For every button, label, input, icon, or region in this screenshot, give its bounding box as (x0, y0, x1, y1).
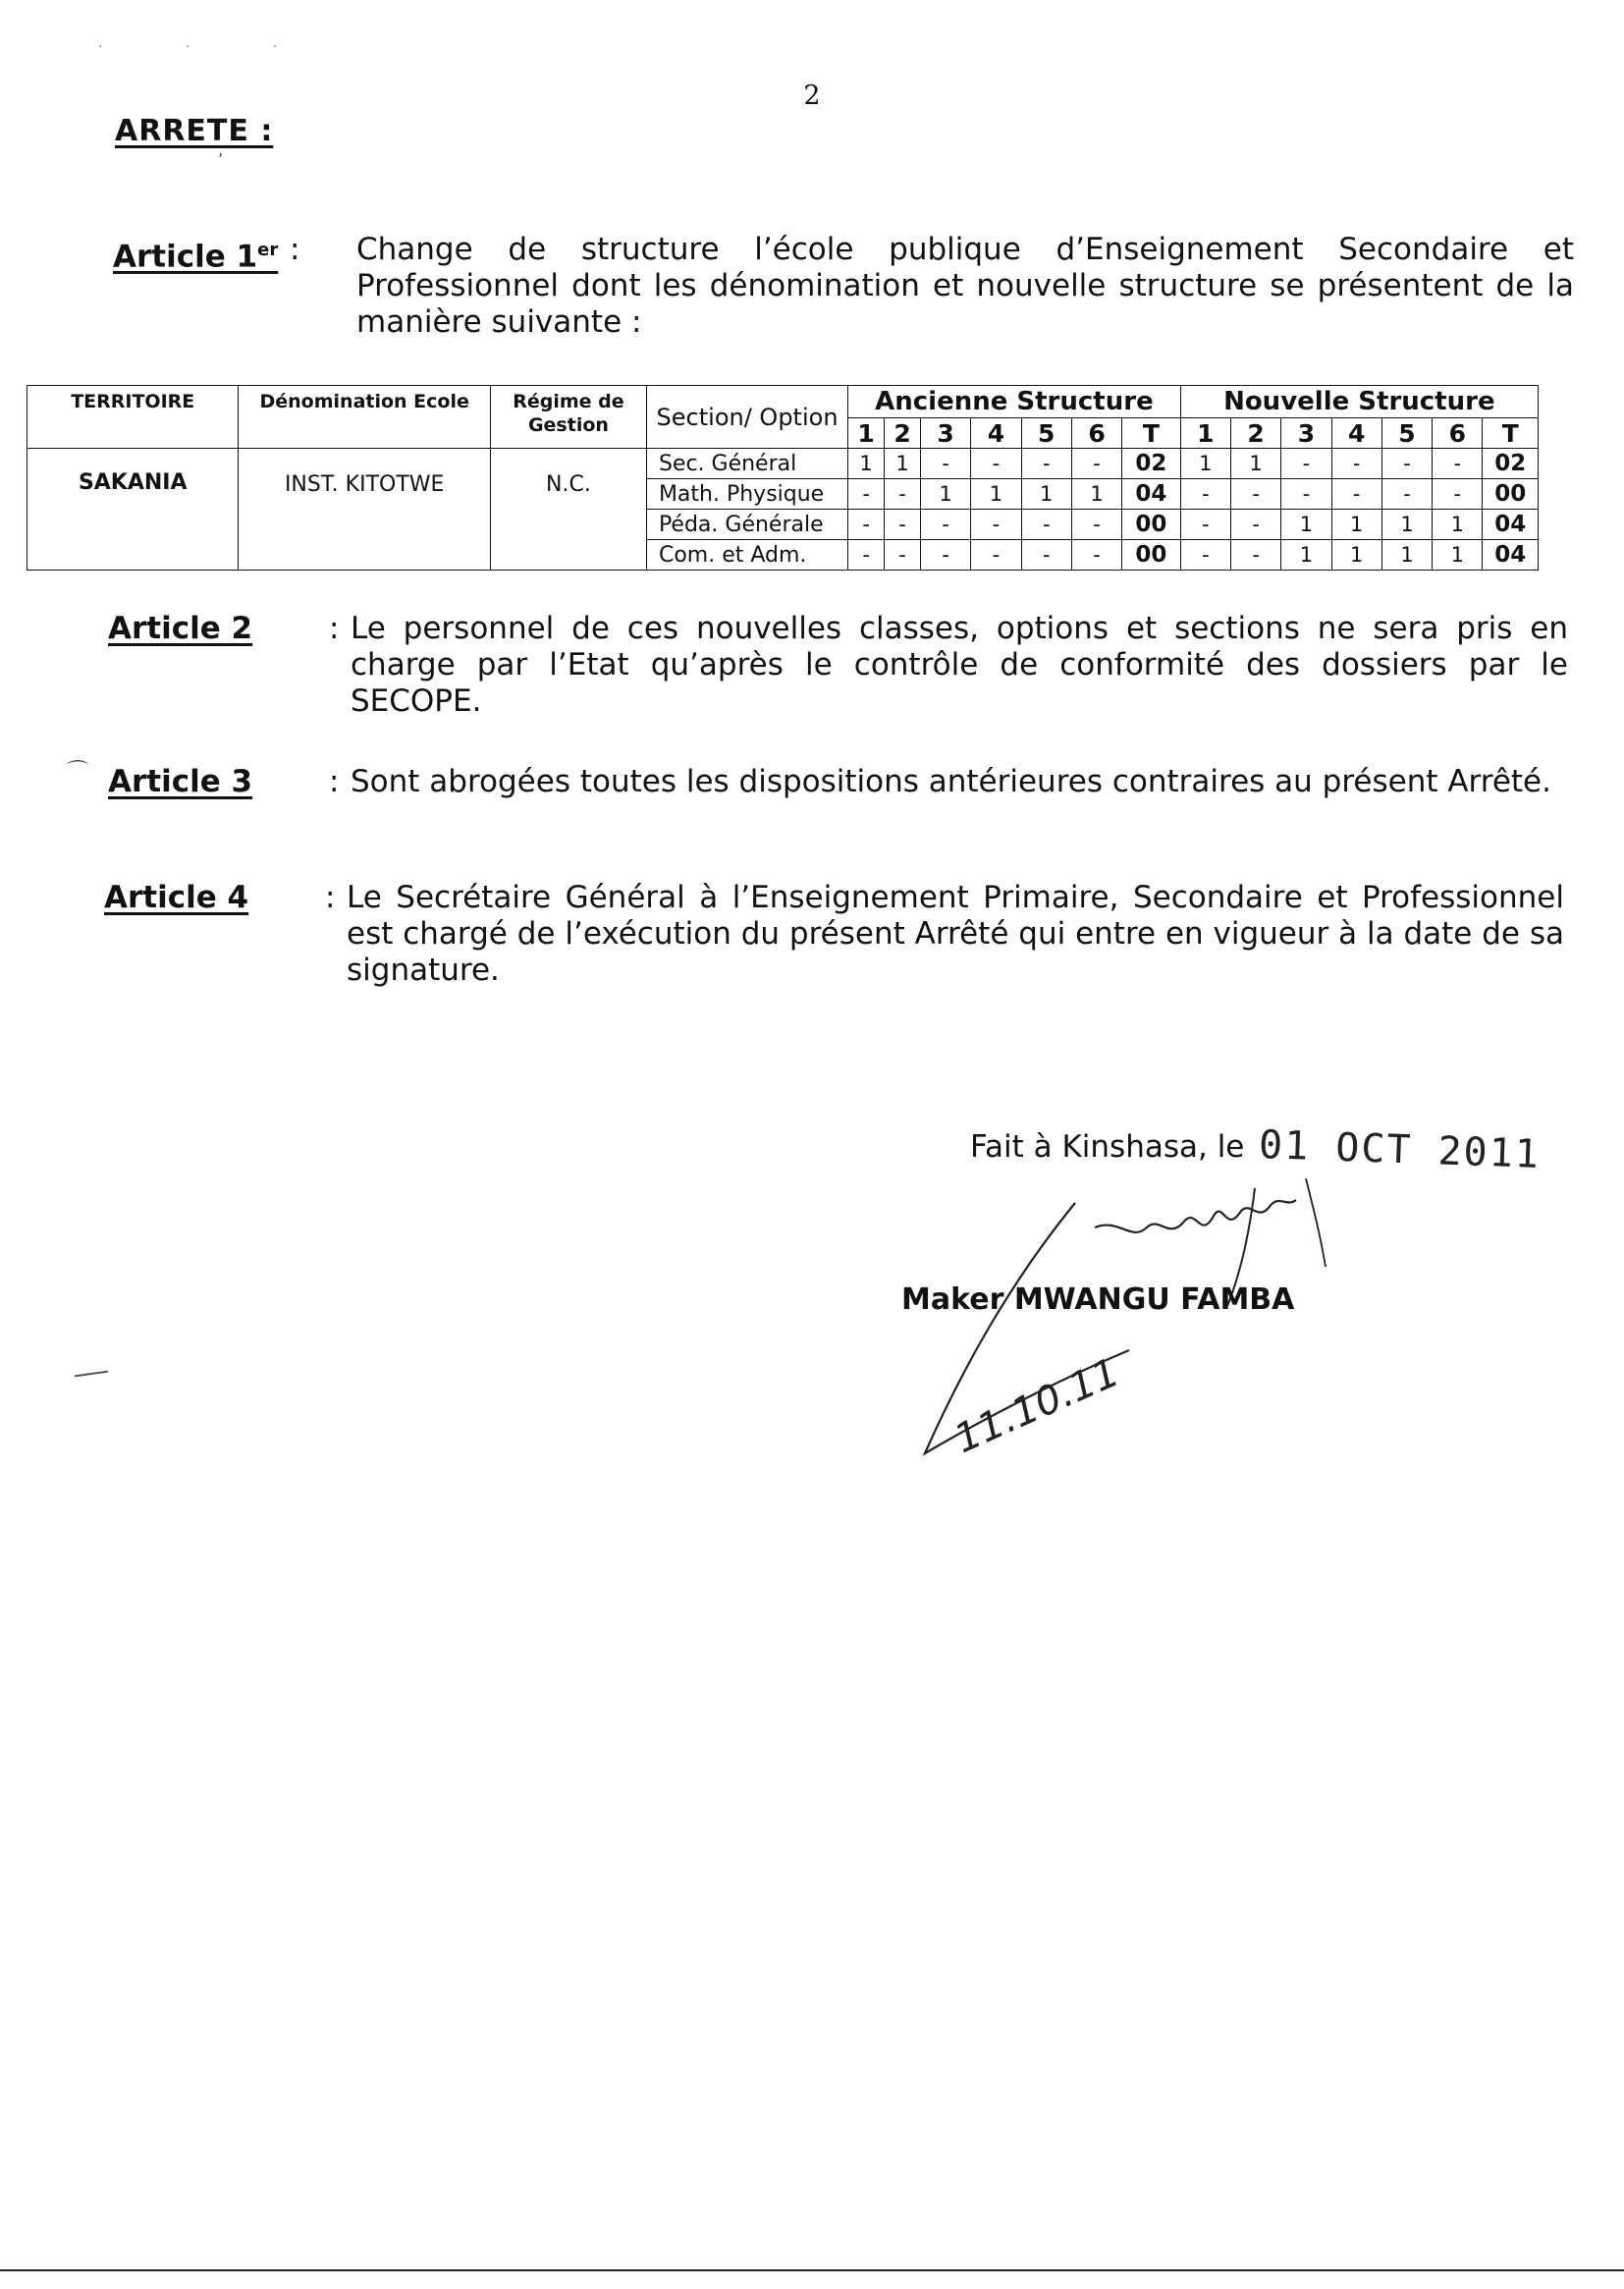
article-1-colon: : (290, 232, 300, 267)
nouvelle-cell: - (1281, 449, 1331, 479)
nouvelle-cell: - (1230, 479, 1280, 510)
nouvelle-cell: 1 (1381, 510, 1432, 540)
article-3-colon: : (329, 764, 340, 799)
ancienne-cell: - (848, 479, 885, 510)
header-nouvelle-1: 1 (1180, 418, 1230, 449)
ancienne-cell: - (1071, 449, 1121, 479)
ancienne-cell: - (971, 449, 1021, 479)
ancienne-cell: - (848, 540, 885, 571)
place-and-date-label: Fait à Kinshasa, le (970, 1129, 1245, 1165)
nouvelle-cell: 1 (1331, 540, 1381, 571)
ancienne-cell: - (1021, 510, 1071, 540)
article-3-text: Sont abrogées toutes les dispositions antérieures contraires au présent Arrêté. (351, 764, 1551, 799)
ancienne-cell: 1 (885, 449, 921, 479)
header-section: Section/ Option (646, 386, 847, 449)
ancienne-cell: - (920, 510, 970, 540)
header-ancienne-1: 1 (848, 418, 885, 449)
nouvelle-cell: 1 (1433, 540, 1483, 571)
nouvelle-cell: - (1433, 449, 1483, 479)
ancienne-cell: - (920, 449, 970, 479)
ancienne-cell: - (885, 540, 921, 571)
article-4-text: Le Secrétaire Général à l’Enseignement Primaire, Secondaire et Professionnel est chargé de l’exécution du présent Arrêté qui entre en vigueur à la date de sa signature. (347, 880, 1564, 988)
ecole-cell: INST. KITOTWE (239, 449, 490, 571)
header-ancienne-5: 5 (1021, 418, 1071, 449)
nouvelle-cell: 1 (1331, 510, 1381, 540)
arrete-heading: ARRETE : (115, 114, 274, 148)
ancienne-total-cell: 02 (1122, 449, 1181, 479)
article-2-label: Article 2 (108, 611, 253, 646)
nouvelle-cell: - (1381, 479, 1432, 510)
header-ancienne-3: 3 (920, 418, 970, 449)
ancienne-cell: 1 (920, 479, 970, 510)
ancienne-cell: - (1021, 449, 1071, 479)
header-nouvelle-6: 6 (1433, 418, 1483, 449)
scan-specks: · · · (98, 39, 317, 55)
option-cell: Math. Physique (646, 479, 847, 510)
tick-mark: ʼ (218, 150, 224, 169)
signatory-name: Maker MWANGU FAMBA (901, 1282, 1295, 1317)
ancienne-cell: 1 (971, 479, 1021, 510)
header-ancienne-6: 6 (1071, 418, 1121, 449)
stamped-date: 01 OCT 2011 (1258, 1122, 1542, 1177)
ancienne-cell: - (848, 510, 885, 540)
ancienne-cell: - (1071, 540, 1121, 571)
header-nouvelle-3: 3 (1281, 418, 1331, 449)
ancienne-cell: - (1021, 540, 1071, 571)
option-cell: Sec. Général (646, 449, 847, 479)
article-2-text: Le personnel de ces nouvelles classes, options et sections ne sera pris en charge par l’Etat qu’après le contrôle de conformité des dossiers par le SECOPE. (351, 611, 1568, 719)
nouvelle-cell: - (1331, 479, 1381, 510)
nouvelle-cell: - (1180, 479, 1230, 510)
header-ancienne-2: 2 (885, 418, 921, 449)
nouvelle-cell: 1 (1433, 510, 1483, 540)
ancienne-cell: 1 (848, 449, 885, 479)
ancienne-cell: - (971, 510, 1021, 540)
header-nouvelle-5: 5 (1381, 418, 1432, 449)
header-nouvelle-4: 4 (1331, 418, 1381, 449)
page-number: 2 (803, 81, 821, 111)
nouvelle-cell: 1 (1180, 449, 1230, 479)
ancienne-cell: 1 (1021, 479, 1071, 510)
nouvelle-cell: 1 (1230, 449, 1280, 479)
article-1-label-main: Article 1 (113, 239, 258, 275)
nouvelle-total-cell: 00 (1483, 479, 1539, 510)
ancienne-cell: 1 (1071, 479, 1121, 510)
header-ancienne-4: 4 (971, 418, 1021, 449)
header-territoire: TERRITOIRE (27, 386, 239, 449)
article-1-label (113, 232, 278, 275)
nouvelle-total-cell: 02 (1483, 449, 1539, 479)
territoire-cell: SAKANIA (27, 449, 239, 571)
header-ancienne-total: T (1122, 418, 1181, 449)
ancienne-total-cell: 00 (1122, 510, 1181, 540)
nouvelle-cell: - (1180, 540, 1230, 571)
ancienne-cell: - (885, 479, 921, 510)
nouvelle-cell: - (1230, 510, 1280, 540)
option-cell: Péda. Générale (646, 510, 847, 540)
article-4-label: Article 4 (104, 880, 249, 915)
ancienne-total-cell: 04 (1122, 479, 1181, 510)
nouvelle-cell: - (1331, 449, 1381, 479)
header-denomination: Dénomination Ecole (239, 386, 490, 449)
ancienne-total-cell: 00 (1122, 540, 1181, 571)
header-ancienne-structure: Ancienne Structure (848, 386, 1181, 418)
margin-dash-mark (75, 1371, 108, 1378)
ancienne-cell: - (1071, 510, 1121, 540)
margin-hook-mark: ⌒ (67, 760, 89, 785)
nouvelle-cell: 1 (1381, 540, 1432, 571)
nouvelle-cell: - (1180, 510, 1230, 540)
nouvelle-cell: 1 (1281, 540, 1331, 571)
article-1-label-sup: er (257, 240, 279, 260)
header-regime: Régime de Gestion (490, 386, 646, 449)
nouvelle-cell: - (1230, 540, 1280, 571)
bottom-rule (0, 2269, 1624, 2271)
option-cell: Com. et Adm. (646, 540, 847, 571)
ancienne-cell: - (885, 510, 921, 540)
header-nouvelle-total: T (1483, 418, 1539, 449)
header-nouvelle-2: 2 (1230, 418, 1280, 449)
regime-cell: N.C. (490, 449, 646, 571)
nouvelle-cell: - (1381, 449, 1432, 479)
article-2-colon: : (329, 611, 340, 646)
structure-table (27, 385, 1539, 571)
table-row (27, 449, 1539, 479)
header-nouvelle-structure: Nouvelle Structure (1180, 386, 1538, 418)
svg-text:11.10.11: 11.10.11 (947, 1349, 1126, 1463)
nouvelle-cell: - (1281, 479, 1331, 510)
ancienne-cell: - (920, 540, 970, 571)
article-3-label: Article 3 (108, 764, 253, 799)
article-4-colon: : (325, 880, 336, 915)
nouvelle-cell: 1 (1281, 510, 1331, 540)
ancienne-cell: - (971, 540, 1021, 571)
nouvelle-total-cell: 04 (1483, 510, 1539, 540)
article-1-text: Change de structure l’école publique d’Enseignement Secondaire et Professionnel dont les dénomination et nouvelle structure se présentent de la manière suivante : (356, 232, 1574, 340)
nouvelle-total-cell: 04 (1483, 540, 1539, 571)
handwritten-date (943, 1345, 1159, 1483)
nouvelle-cell: - (1433, 479, 1483, 510)
